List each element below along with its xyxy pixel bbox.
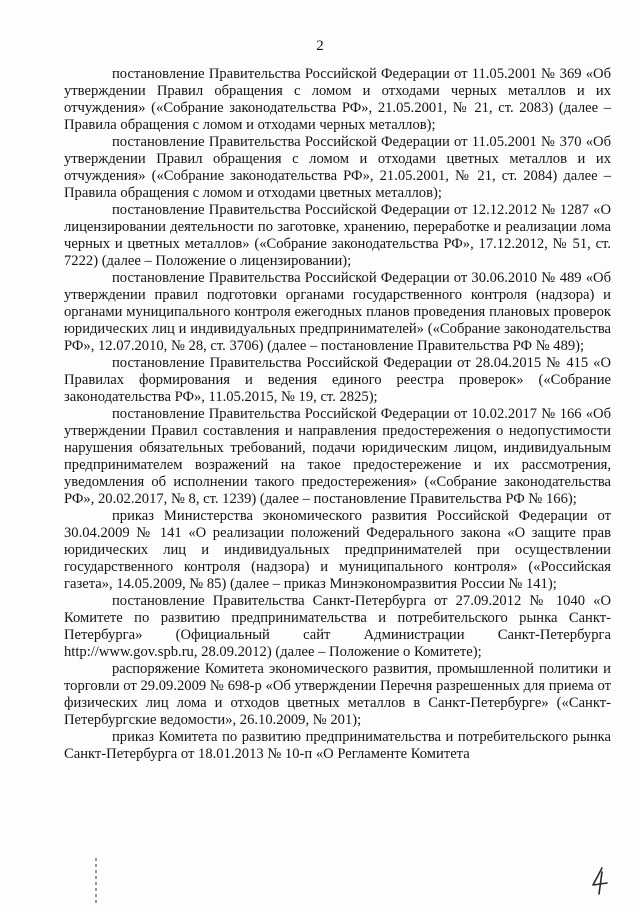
document-body	[64, 66, 611, 763]
paragraph: постановление Правительства Российской Федерации от 30.06.2010 № 489 «Об утверждении правил подготовки органами государственного контроля (надзора) и органами муниципального контроля ежегодных планов проведения плановых проверок юридических лиц и индивидуальных предпринимателей» («Собрание законодательства РФ», 12.07.2010, № 28, ст. 3706) (далее – постановление Правительства РФ № 489);	[64, 270, 611, 354]
paragraph: распоряжение Комитета экономического развития, промышленной политики и торговли от 29.09.2009 № 698-р «Об утверждении Перечня разрешенных для приема от физических лиц лома и отходов цветных металлов в Санкт-Петербурге» («Санкт-Петербургские ведомости», 26.10.2009, № 201);	[64, 661, 611, 728]
paragraph: постановление Правительства Российской Федерации от 28.04.2015 № 415 «О Правилах формирования и ведения единого реестра проверок» («Собрание законодательства РФ», 11.05.2015, № 19, ст. 2825);	[64, 355, 611, 405]
handwritten-page-mark	[588, 866, 610, 896]
page-number: 2	[316, 38, 324, 54]
paragraph: приказ Министерства экономического развития Российской Федерации от 30.04.2009 № 141 «О реализации положений Федерального закона «О защите прав юридических лиц и индивидуальных предпринимателей при осуществлении государственного контроля (надзора) и муниципального контроля» («Российская газета», 14.05.2009, № 85) (далее – приказ Минэкономразвития России № 141);	[64, 508, 611, 592]
paragraph: постановление Правительства Российской Федерации от 10.02.2017 № 166 «Об утверждении Правил составления и направления предостережения о недопустимости нарушения обязательных требований, подачи юридическим лицом, индивидуальным предпринимателем возражений на такое предостережение и их рассмотрения, уведомления об исполнении такого предостережения» («Собрание законодательства РФ», 20.02.2017, № 8, ст. 1239) (далее – постановление Правительства РФ № 166);	[64, 406, 611, 507]
paragraph: постановление Правительства Российской Федерации от 11.05.2001 № 370 «Об утверждении Правил обращения с ломом и отходами цветных металлов и их отчуждения» («Собрание законодательства РФ», 21.05.2001, № 21, ст. 2084) далее – Правила обращения с ломом и отходами цветных металлов);	[64, 134, 611, 201]
paragraph: постановление Правительства Санкт-Петербурга от 27.09.2012 № 1040 «О Комитете по развитию предпринимательства и потребительского рынка Санкт-Петербурга» (Официальный сайт Администрации Санкт-Петербурга http://www.gov.spb.ru, 28.09.2012) (далее – Положение о Комитете);	[64, 593, 611, 660]
binding-margin-dots	[95, 858, 99, 905]
paragraph: постановление Правительства Российской Федерации от 12.12.2012 № 1287 «О лицензировании деятельности по заготовке, хранению, переработке и реализации лома черных и цветных металлов» («Собрание законодательства РФ», 17.12.2012, № 51, ст. 7222) (далее – Положение о лицензировании);	[64, 202, 611, 269]
paragraph: приказ Комитета по развитию предпринимательства и потребительского рынка Санкт-Петербурга от 18.01.2013 № 10-п «О Регламенте Комитета	[64, 729, 611, 762]
paragraph: постановление Правительства Российской Федерации от 11.05.2001 № 369 «Об утверждении Правил обращения с ломом и отходами черных металлов и их отчуждения» («Собрание законодательства РФ», 21.05.2001, № 21, ст. 2083) (далее – Правила обращения с ломом и отходами черных металлов);	[64, 66, 611, 133]
